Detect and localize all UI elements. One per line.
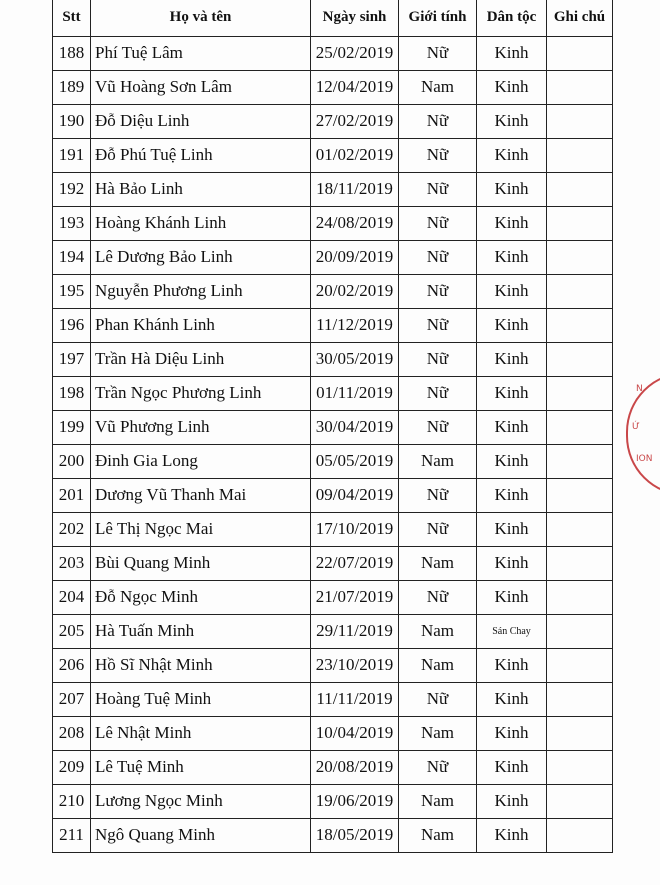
cell-name: Lê Thị Ngọc Mai — [91, 512, 311, 546]
cell-name: Lê Nhật Minh — [91, 716, 311, 750]
cell-dob: 20/02/2019 — [311, 274, 399, 308]
cell-name: Lương Ngọc Minh — [91, 784, 311, 818]
cell-dob: 12/04/2019 — [311, 70, 399, 104]
table-row — [53, 206, 613, 240]
cell-note — [547, 716, 613, 750]
cell-sex: Nữ — [399, 274, 477, 308]
cell-stt: 197 — [53, 342, 91, 376]
cell-sex: Nam — [399, 614, 477, 648]
cell-name: Trần Ngọc Phương Linh — [91, 376, 311, 410]
cell-name: Đinh Gia Long — [91, 444, 311, 478]
table-row — [53, 240, 613, 274]
cell-note — [547, 104, 613, 138]
cell-sex: Nữ — [399, 104, 477, 138]
table-row — [53, 580, 613, 614]
cell-name: Hoàng Khánh Linh — [91, 206, 311, 240]
table-body — [53, 36, 613, 852]
cell-name: Lê Tuệ Minh — [91, 750, 311, 784]
cell-note — [547, 648, 613, 682]
cell-dob: 30/04/2019 — [311, 410, 399, 444]
table-row — [53, 546, 613, 580]
cell-name: Nguyễn Phương Linh — [91, 274, 311, 308]
header-row — [53, 0, 613, 36]
cell-ethnicity: Kinh — [477, 580, 547, 614]
cell-stt: 194 — [53, 240, 91, 274]
cell-stt: 204 — [53, 580, 91, 614]
cell-name: Đỗ Phú Tuệ Linh — [91, 138, 311, 172]
cell-ethnicity: Kinh — [477, 376, 547, 410]
cell-dob: 27/02/2019 — [311, 104, 399, 138]
cell-note — [547, 546, 613, 580]
table-row — [53, 410, 613, 444]
cell-dob: 01/02/2019 — [311, 138, 399, 172]
cell-ethnicity: Kinh — [477, 308, 547, 342]
cell-ethnicity: Kinh — [477, 138, 547, 172]
cell-sex: Nữ — [399, 240, 477, 274]
cell-ethnicity: Kinh — [477, 648, 547, 682]
cell-dob: 24/08/2019 — [311, 206, 399, 240]
cell-note — [547, 682, 613, 716]
cell-name: Hà Bảo Linh — [91, 172, 311, 206]
cell-name: Hồ Sĩ Nhật Minh — [91, 648, 311, 682]
cell-ethnicity: Kinh — [477, 172, 547, 206]
cell-dob: 22/07/2019 — [311, 546, 399, 580]
cell-note — [547, 784, 613, 818]
cell-ethnicity: Sán Chay — [477, 614, 547, 648]
cell-sex: Nữ — [399, 512, 477, 546]
cell-ethnicity: Kinh — [477, 70, 547, 104]
cell-ethnicity: Kinh — [477, 104, 547, 138]
cell-stt: 201 — [53, 478, 91, 512]
cell-dob: 01/11/2019 — [311, 376, 399, 410]
table-row — [53, 784, 613, 818]
table-row — [53, 376, 613, 410]
table-row — [53, 818, 613, 852]
cell-ethnicity: Kinh — [477, 512, 547, 546]
cell-note — [547, 478, 613, 512]
cell-name: Bùi Quang Minh — [91, 546, 311, 580]
header-stt: Stt — [53, 0, 91, 36]
cell-ethnicity: Kinh — [477, 478, 547, 512]
table-row — [53, 36, 613, 70]
table-row — [53, 342, 613, 376]
table-row — [53, 138, 613, 172]
cell-sex: Nữ — [399, 36, 477, 70]
cell-dob: 11/11/2019 — [311, 682, 399, 716]
cell-dob: 20/09/2019 — [311, 240, 399, 274]
cell-note — [547, 512, 613, 546]
cell-note — [547, 376, 613, 410]
cell-sex: Nam — [399, 716, 477, 750]
cell-sex: Nữ — [399, 682, 477, 716]
cell-sex: Nữ — [399, 410, 477, 444]
cell-note — [547, 206, 613, 240]
student-roster-table — [52, 0, 613, 853]
table-row — [53, 172, 613, 206]
cell-name: Ngô Quang Minh — [91, 818, 311, 852]
cell-dob: 17/10/2019 — [311, 512, 399, 546]
cell-name: Vũ Phương Linh — [91, 410, 311, 444]
cell-stt: 191 — [53, 138, 91, 172]
cell-note — [547, 614, 613, 648]
cell-stt: 210 — [53, 784, 91, 818]
header-name: Họ và tên — [91, 0, 311, 36]
cell-name: Phí Tuệ Lâm — [91, 36, 311, 70]
cell-ethnicity: Kinh — [477, 546, 547, 580]
cell-stt: 207 — [53, 682, 91, 716]
cell-sex: Nữ — [399, 750, 477, 784]
cell-name: Đỗ Diệu Linh — [91, 104, 311, 138]
table-row — [53, 614, 613, 648]
cell-stt: 199 — [53, 410, 91, 444]
cell-name: Lê Dương Bảo Linh — [91, 240, 311, 274]
cell-note — [547, 818, 613, 852]
cell-stt: 190 — [53, 104, 91, 138]
cell-dob: 11/12/2019 — [311, 308, 399, 342]
table-row — [53, 70, 613, 104]
cell-sex: Nữ — [399, 172, 477, 206]
cell-dob: 19/06/2019 — [311, 784, 399, 818]
cell-dob: 20/08/2019 — [311, 750, 399, 784]
cell-dob: 05/05/2019 — [311, 444, 399, 478]
cell-dob: 10/04/2019 — [311, 716, 399, 750]
cell-note — [547, 580, 613, 614]
cell-dob: 25/02/2019 — [311, 36, 399, 70]
cell-note — [547, 70, 613, 104]
cell-name: Hà Tuấn Minh — [91, 614, 311, 648]
cell-sex: Nữ — [399, 580, 477, 614]
red-stamp-seal: N Ứ ION — [626, 372, 660, 496]
header-note: Ghi chú — [547, 0, 613, 36]
cell-sex: Nam — [399, 784, 477, 818]
cell-sex: Nam — [399, 546, 477, 580]
cell-stt: 205 — [53, 614, 91, 648]
cell-ethnicity: Kinh — [477, 682, 547, 716]
cell-stt: 209 — [53, 750, 91, 784]
cell-note — [547, 410, 613, 444]
cell-note — [547, 172, 613, 206]
cell-sex: Nữ — [399, 308, 477, 342]
cell-dob: 09/04/2019 — [311, 478, 399, 512]
cell-ethnicity: Kinh — [477, 342, 547, 376]
cell-dob: 18/05/2019 — [311, 818, 399, 852]
cell-sex: Nam — [399, 648, 477, 682]
cell-ethnicity: Kinh — [477, 36, 547, 70]
cell-stt: 203 — [53, 546, 91, 580]
cell-sex: Nữ — [399, 138, 477, 172]
cell-note — [547, 36, 613, 70]
cell-name: Dương Vũ Thanh Mai — [91, 478, 311, 512]
cell-name: Hoàng Tuệ Minh — [91, 682, 311, 716]
cell-note — [547, 138, 613, 172]
table-row — [53, 104, 613, 138]
cell-sex: Nữ — [399, 376, 477, 410]
cell-stt: 211 — [53, 818, 91, 852]
cell-name: Trần Hà Diệu Linh — [91, 342, 311, 376]
table-row — [53, 750, 613, 784]
cell-ethnicity: Kinh — [477, 410, 547, 444]
cell-note — [547, 240, 613, 274]
cell-stt: 200 — [53, 444, 91, 478]
cell-ethnicity: Kinh — [477, 206, 547, 240]
cell-ethnicity: Kinh — [477, 240, 547, 274]
cell-note — [547, 750, 613, 784]
table-row — [53, 716, 613, 750]
cell-stt: 188 — [53, 36, 91, 70]
cell-sex: Nam — [399, 70, 477, 104]
table-row — [53, 682, 613, 716]
header-dob: Ngày sinh — [311, 0, 399, 36]
table-row — [53, 648, 613, 682]
cell-note — [547, 274, 613, 308]
cell-ethnicity: Kinh — [477, 274, 547, 308]
cell-sex: Nam — [399, 444, 477, 478]
cell-stt: 196 — [53, 308, 91, 342]
cell-ethnicity: Kinh — [477, 444, 547, 478]
cell-stt: 198 — [53, 376, 91, 410]
table-row — [53, 308, 613, 342]
cell-sex: Nữ — [399, 206, 477, 240]
cell-dob: 21/07/2019 — [311, 580, 399, 614]
cell-name: Vũ Hoàng Sơn Lâm — [91, 70, 311, 104]
cell-dob: 23/10/2019 — [311, 648, 399, 682]
cell-name: Đỗ Ngọc Minh — [91, 580, 311, 614]
cell-stt: 195 — [53, 274, 91, 308]
cell-sex: Nữ — [399, 478, 477, 512]
cell-ethnicity: Kinh — [477, 716, 547, 750]
cell-dob: 29/11/2019 — [311, 614, 399, 648]
cell-stt: 206 — [53, 648, 91, 682]
cell-note — [547, 444, 613, 478]
cell-sex: Nam — [399, 818, 477, 852]
cell-dob: 18/11/2019 — [311, 172, 399, 206]
cell-note — [547, 342, 613, 376]
cell-stt: 192 — [53, 172, 91, 206]
cell-ethnicity: Kinh — [477, 818, 547, 852]
cell-ethnicity: Kinh — [477, 750, 547, 784]
header-ethnicity: Dân tộc — [477, 0, 547, 36]
cell-name: Phan Khánh Linh — [91, 308, 311, 342]
cell-ethnicity: Kinh — [477, 784, 547, 818]
table-row — [53, 512, 613, 546]
cell-stt: 193 — [53, 206, 91, 240]
cell-stt: 202 — [53, 512, 91, 546]
table-header — [53, 0, 613, 36]
table-row — [53, 478, 613, 512]
cell-note — [547, 308, 613, 342]
header-sex: Giới tính — [399, 0, 477, 36]
cell-dob: 30/05/2019 — [311, 342, 399, 376]
cell-stt: 189 — [53, 70, 91, 104]
cell-sex: Nữ — [399, 342, 477, 376]
cell-stt: 208 — [53, 716, 91, 750]
table-row — [53, 444, 613, 478]
table-row — [53, 274, 613, 308]
